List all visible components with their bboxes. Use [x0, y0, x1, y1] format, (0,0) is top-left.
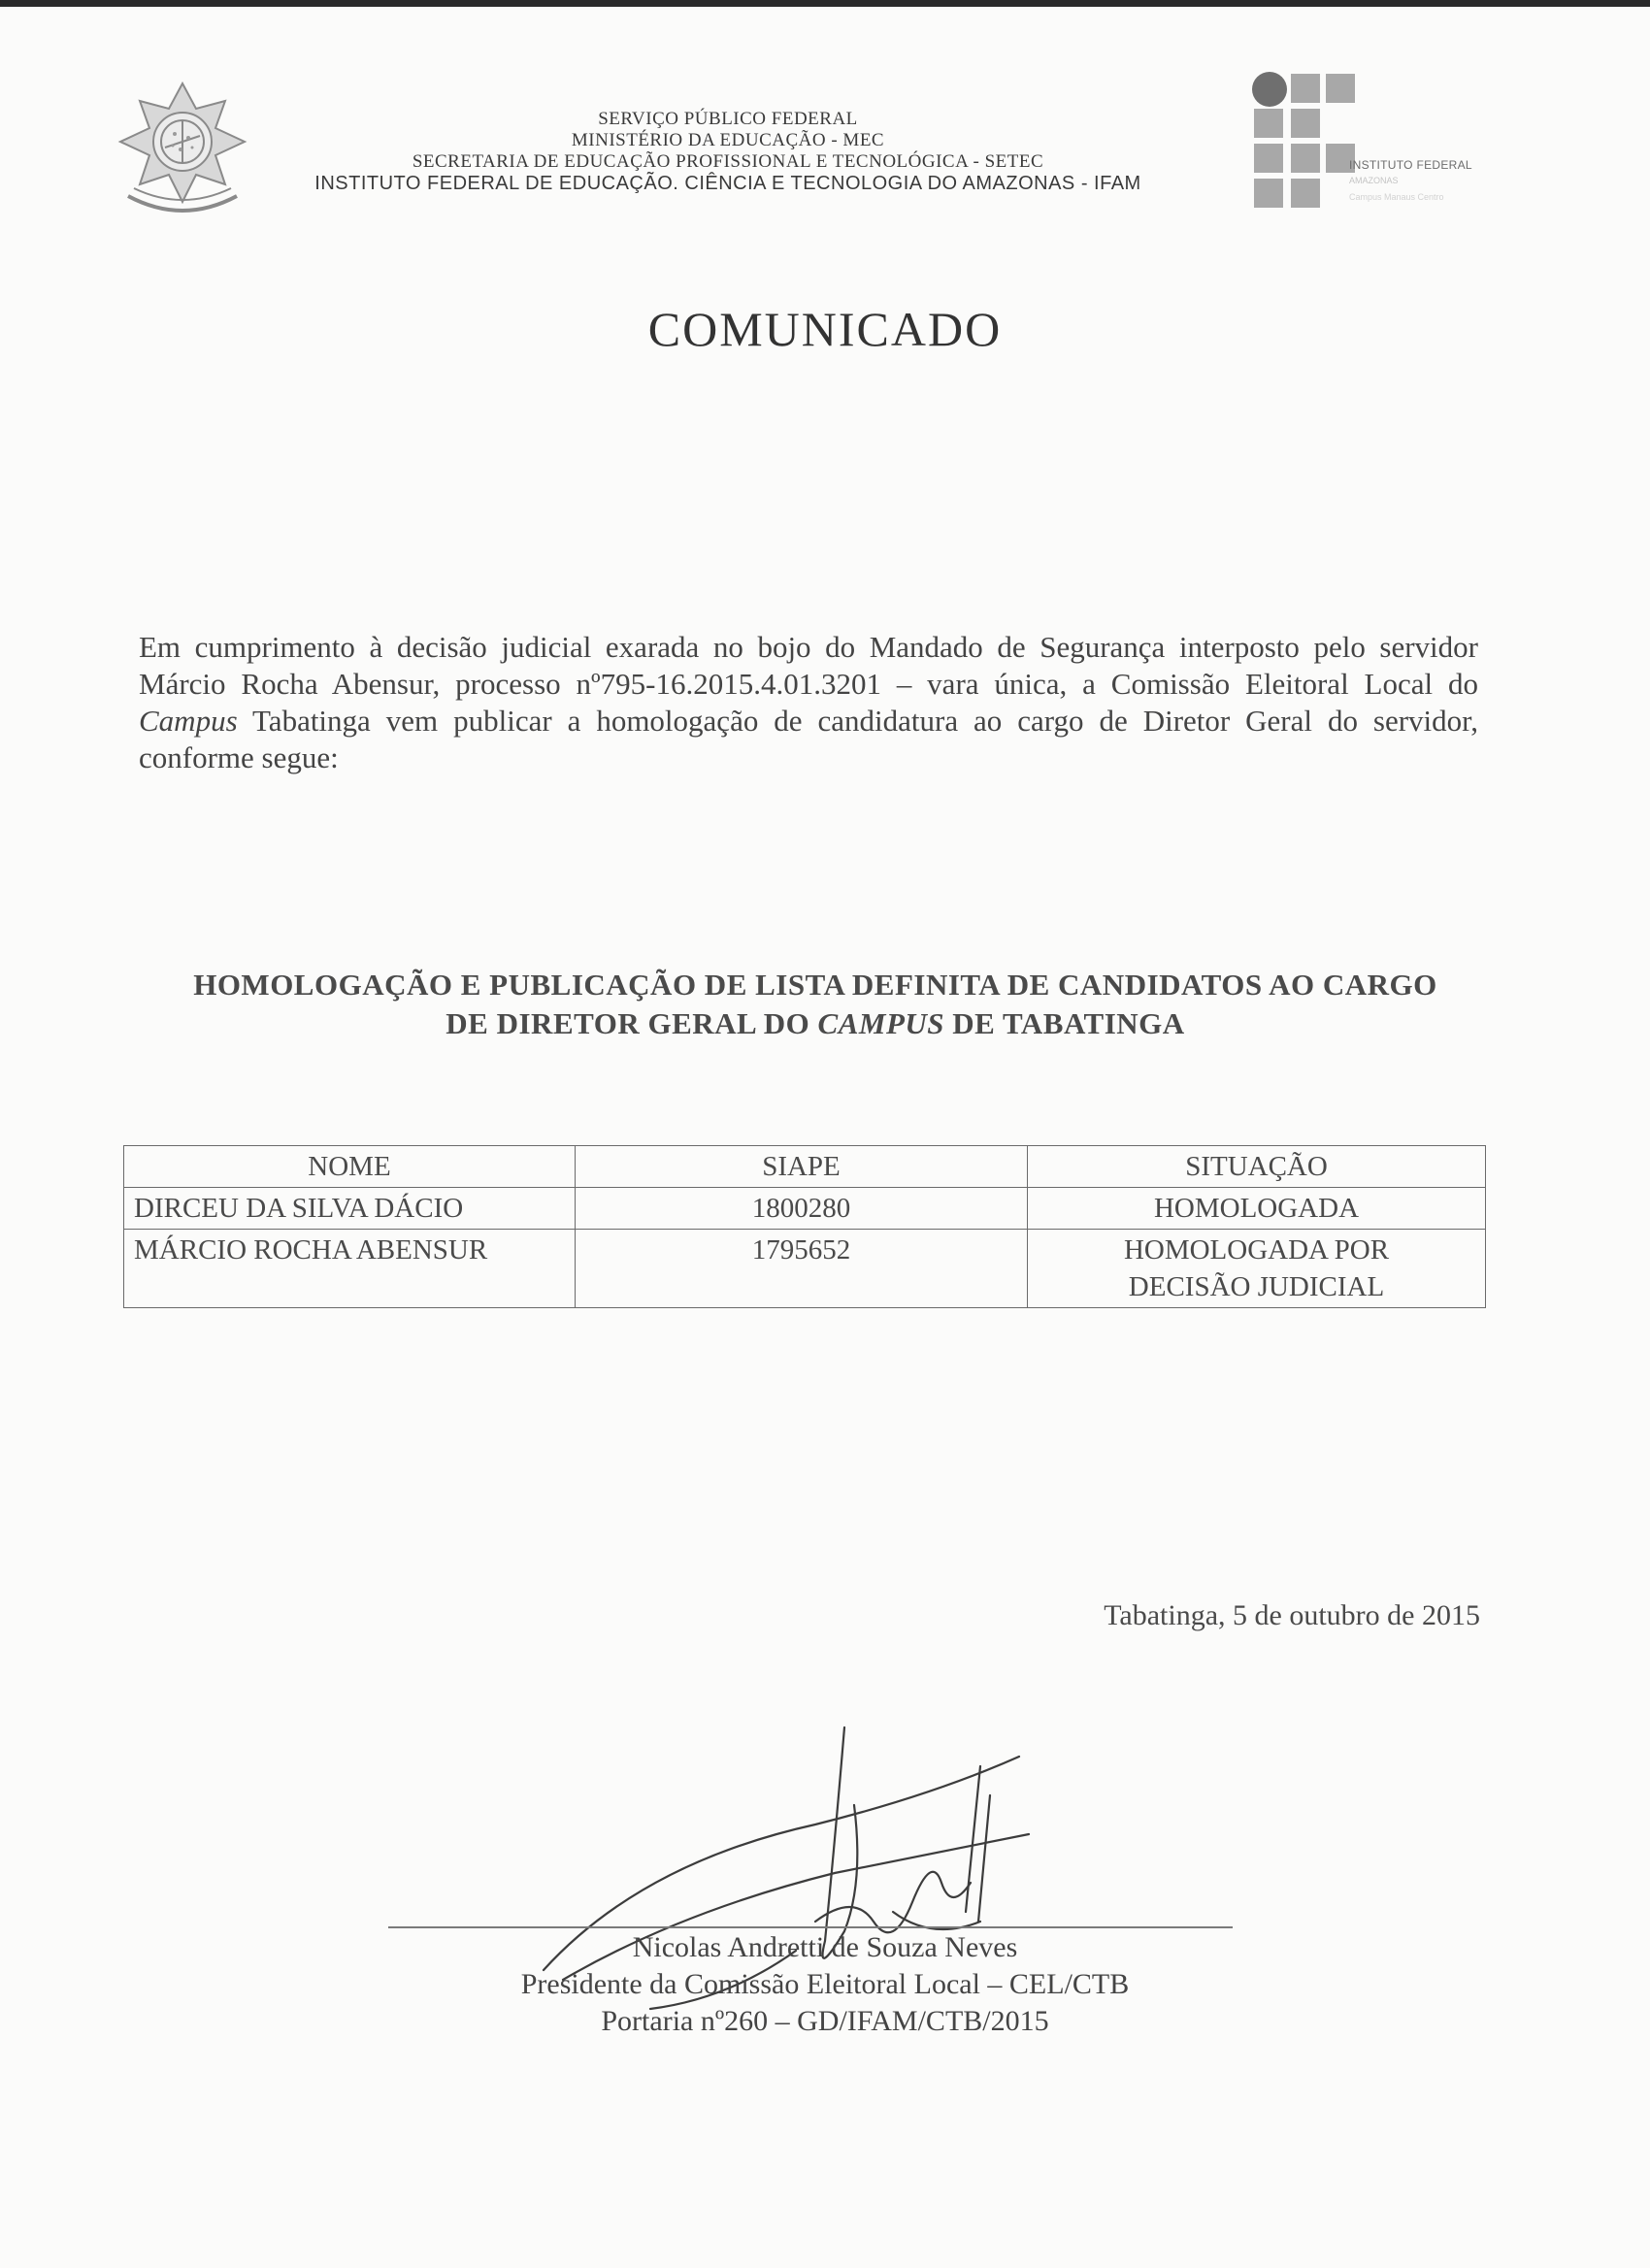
- candidates-table: [123, 1145, 1486, 1308]
- cell-situacao: [1028, 1230, 1486, 1308]
- date-location: Tabatinga, 5 de outubro de 2015: [1104, 1599, 1480, 1631]
- scan-top-edge: [0, 0, 1650, 7]
- header-line-2: MINISTÉRIO DA EDUCAÇÃO - MEC: [571, 130, 885, 150]
- section-heading-campus: CAMPUS: [817, 1006, 945, 1040]
- signer-name: Nicolas Andretti de Souza Neves: [632, 1931, 1018, 1963]
- header-line-1: SERVIÇO PÚBLICO FEDERAL: [598, 109, 858, 129]
- body-campus-word: Campus: [139, 704, 238, 738]
- body-paragraph: [139, 629, 1478, 776]
- logo-state: AMAZONAS: [1349, 176, 1399, 185]
- cell-situacao: HOMOLOGADA: [1028, 1188, 1486, 1230]
- institution-header: [262, 109, 1194, 194]
- cell-siape: 1800280: [576, 1188, 1028, 1230]
- section-heading-line-1: HOMOLOGAÇÃO E PUBLICAÇÃO DE LISTA DEFINITA DE CANDIDATOS AO CARGO: [193, 968, 1437, 1002]
- document-title: COMUNICADO: [647, 302, 1003, 356]
- section-heading: [136, 966, 1495, 1043]
- column-header-nome: NOME: [124, 1146, 576, 1188]
- cell-siape: 1795652: [576, 1230, 1028, 1308]
- coat-of-arms-icon: [115, 80, 250, 225]
- table-row: [124, 1188, 1486, 1230]
- section-heading-part-a: DE DIRETOR GERAL DO: [446, 1006, 818, 1040]
- header-line-4: INSTITUTO FEDERAL DE EDUCAÇÃO. CIÊNCIA E TECNOLOGIA DO AMAZONAS - IFAM: [314, 173, 1141, 194]
- signer-role: Presidente da Comissão Eleitoral Local – CEL/CTB: [520, 1968, 1130, 2000]
- body-part-2: Tabatinga vem publicar a homologação de candidatura ao cargo de Diretor Geral do servidor, conforme segue:: [139, 704, 1478, 774]
- cell-nome: DIRCEU DA SILVA DÁCIO: [124, 1188, 576, 1230]
- logo-institution-name: INSTITUTO FEDERAL: [1349, 158, 1472, 172]
- section-heading-line-2: [136, 1004, 1495, 1043]
- cell-situacao-line-2: DECISÃO JUDICIAL: [1128, 1271, 1385, 1302]
- body-part-1: Em cumprimento à decisão judicial exarada no bojo do Mandado de Segurança interposto pelo servidor Márcio Rocha Abensur, processo nº795-16.2015.4.01.3201 – vara única, a Comissão Eleitoral Local do: [139, 630, 1478, 701]
- cell-nome: MÁRCIO ROCHA ABENSUR: [124, 1230, 576, 1308]
- cell-situacao-line-1: HOMOLOGADA POR: [1123, 1234, 1390, 1265]
- signer-ordinance: Portaria nº260 – GD/IFAM/CTB/2015: [601, 2005, 1049, 2037]
- table-header-row: [124, 1146, 1486, 1188]
- logo-campus: Campus Manaus Centro: [1349, 192, 1444, 202]
- header-line-3: SECRETARIA DE EDUCAÇÃO PROFISSIONAL E TECNOLÓGICA - SETEC: [412, 151, 1044, 172]
- column-header-situacao: SITUAÇÃO: [1028, 1146, 1486, 1188]
- table-row: [124, 1230, 1486, 1308]
- section-heading-part-b: DE TABATINGA: [944, 1006, 1185, 1040]
- signature-line: [388, 1926, 1233, 1928]
- column-header-siape: SIAPE: [576, 1146, 1028, 1188]
